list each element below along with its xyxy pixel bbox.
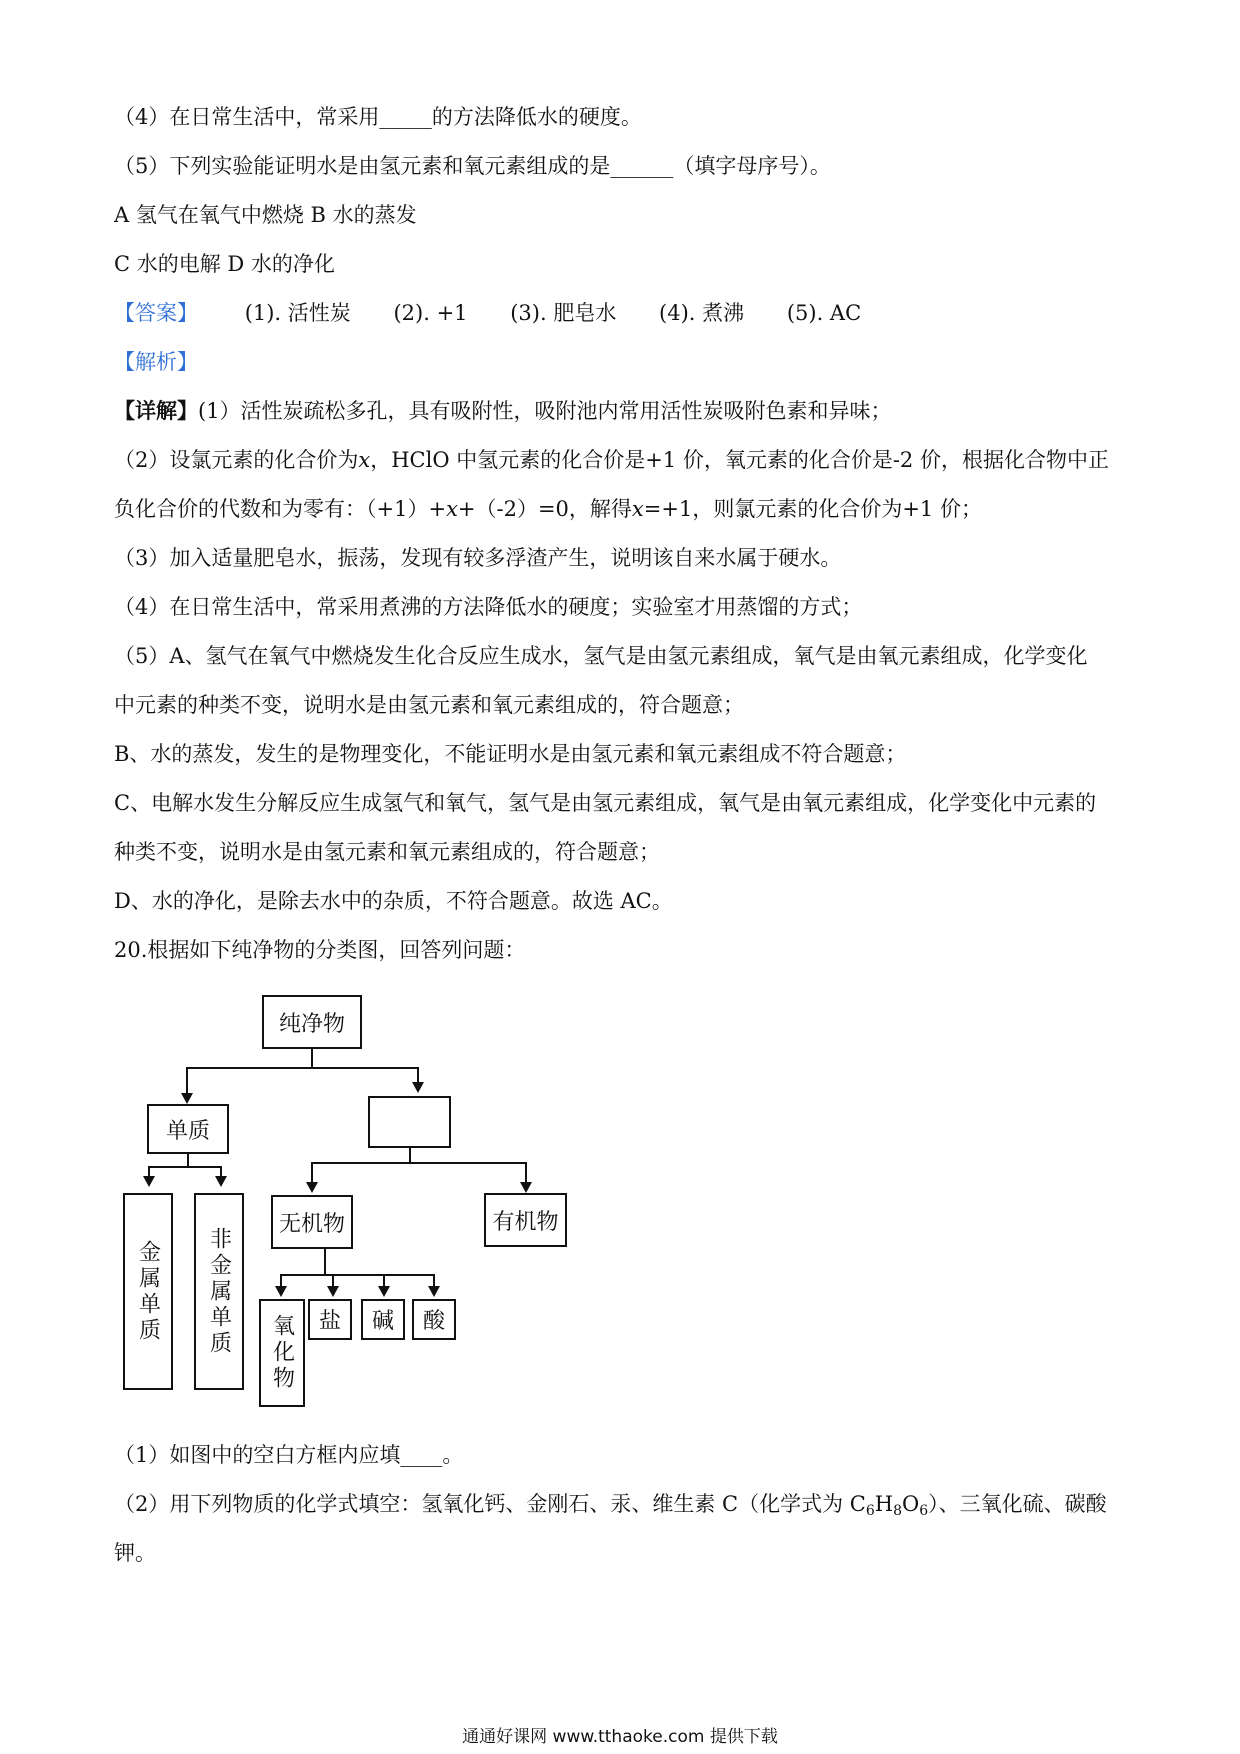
sub-question-2-cont: 钾。 — [114, 1541, 156, 1565]
answer-3: (3). 肥皂水 — [510, 301, 617, 325]
connector — [311, 1162, 313, 1184]
explanation-5b: 中元素的种类不变，说明水是由氢元素和氧元素组成的，符合题意； — [114, 693, 744, 717]
explanation-2a: （2）设氯元素的化合价为x，HClO 中氢元素的化合价是+1 价，氧元素的化合价是-2 价，根据化合物中正 — [114, 448, 1109, 472]
arrow-down-icon — [215, 1176, 227, 1187]
explanation-1: 【详解】(1）活性炭疏松多孔，具有吸附性，吸附池内常用活性炭吸附色素和异味； — [114, 398, 892, 423]
explanation-5c: B、水的蒸发，发生的是物理变化，不能证明水是由氢元素和氧元素组成不符合题意； — [114, 742, 907, 766]
connector — [280, 1274, 435, 1276]
question-5: （5）下列实验能证明水是由氢元素和氧元素组成的是______（填字母序号）。 — [114, 154, 831, 178]
connector — [525, 1162, 527, 1184]
answer-line — [114, 298, 897, 328]
analysis-label: 【解析】 — [114, 350, 198, 374]
explanation-5d: C、电解水发生分解反应生成氢气和氧气，氢气是由氢元素组成，氧气是由氧元素组成，化学变化中元素的 — [114, 791, 1097, 815]
sub-question-1: （1）如图中的空白方框内应填____。 — [114, 1443, 464, 1467]
box-elemental-substance: 单质 — [147, 1104, 229, 1154]
answer-5: (5). AC — [786, 301, 862, 325]
options-ab: A 氢气在氧气中燃烧 B 水的蒸发 — [114, 203, 417, 227]
detail-label: 【详解】 — [114, 398, 198, 423]
connector — [186, 1067, 188, 1095]
arrow-down-icon — [306, 1182, 318, 1193]
box-base: 碱 — [361, 1299, 405, 1340]
explanation-5a: （5）A、氢气在氧气中燃烧发生化合反应生成水，氢气是由氢元素组成，氧气是由氧元素组成，化学变化 — [114, 644, 1088, 668]
box-oxide: 氧化物 — [259, 1299, 305, 1407]
explanation-3: （3）加入适量肥皂水，振荡，发现有较多浮渣产生，说明该自来水属于硬水。 — [114, 546, 842, 570]
connector — [148, 1166, 222, 1168]
box-inorganic: 无机物 — [271, 1195, 353, 1249]
box-salt: 盐 — [308, 1299, 352, 1340]
arrow-down-icon — [275, 1286, 287, 1297]
footer: 通通好课网 www.tthaoke.com 提供下载 — [462, 1727, 778, 1747]
arrow-down-icon — [181, 1093, 193, 1104]
explanation-5f: D、水的净化，是除去水中的杂质，不符合题意。故选 AC。 — [114, 889, 673, 913]
arrow-down-icon — [143, 1176, 155, 1187]
arrow-down-icon — [428, 1286, 440, 1297]
answer-label: 【答案】 — [114, 301, 198, 325]
arrow-down-icon — [327, 1286, 339, 1297]
sub-question-2: （2）用下列物质的化学式填空：氢氧化钙、金刚石、汞、维生素 C（化学式为 $C_6H_8O_6$）、三氧化硫、碳酸 — [114, 1492, 1107, 1519]
box-blank — [368, 1096, 451, 1148]
explanation-5e: 种类不变，说明水是由氢元素和氧元素组成的，符合题意； — [114, 840, 660, 864]
answer-2: (2). +1 — [393, 301, 468, 325]
answer-4: (4). 煮沸 — [659, 301, 745, 325]
box-organic: 有机物 — [484, 1193, 567, 1247]
connector — [311, 1162, 527, 1164]
box-metal-element: 金属单质 — [123, 1193, 173, 1390]
explanation-2b: 负化合价的代数和为零有：（+1）+x+（-2）=0，解得x=+1，则氯元素的化合价为+1 价； — [114, 497, 982, 521]
box-acid: 酸 — [412, 1299, 456, 1340]
question-4: （4）在日常生活中，常采用_____的方法降低水的硬度。 — [114, 105, 642, 129]
arrow-down-icon — [412, 1082, 424, 1093]
box-pure-substance: 纯净物 — [262, 995, 362, 1049]
connector — [324, 1249, 326, 1276]
question-20: 20.根据如下纯净物的分类图，回答列问题： — [114, 938, 526, 962]
connector — [186, 1067, 419, 1069]
options-cd: C 水的电解 D 水的净化 — [114, 252, 335, 276]
connector — [311, 1049, 313, 1069]
arrow-down-icon — [520, 1182, 532, 1193]
arrow-down-icon — [378, 1286, 390, 1297]
box-nonmetal-element: 非金属单质 — [194, 1193, 244, 1390]
answer-1: (1). 活性炭 — [244, 301, 351, 325]
explanation-4: （4）在日常生活中，常采用煮沸的方法降低水的硬度；实验室才用蒸馏的方式； — [114, 595, 863, 619]
